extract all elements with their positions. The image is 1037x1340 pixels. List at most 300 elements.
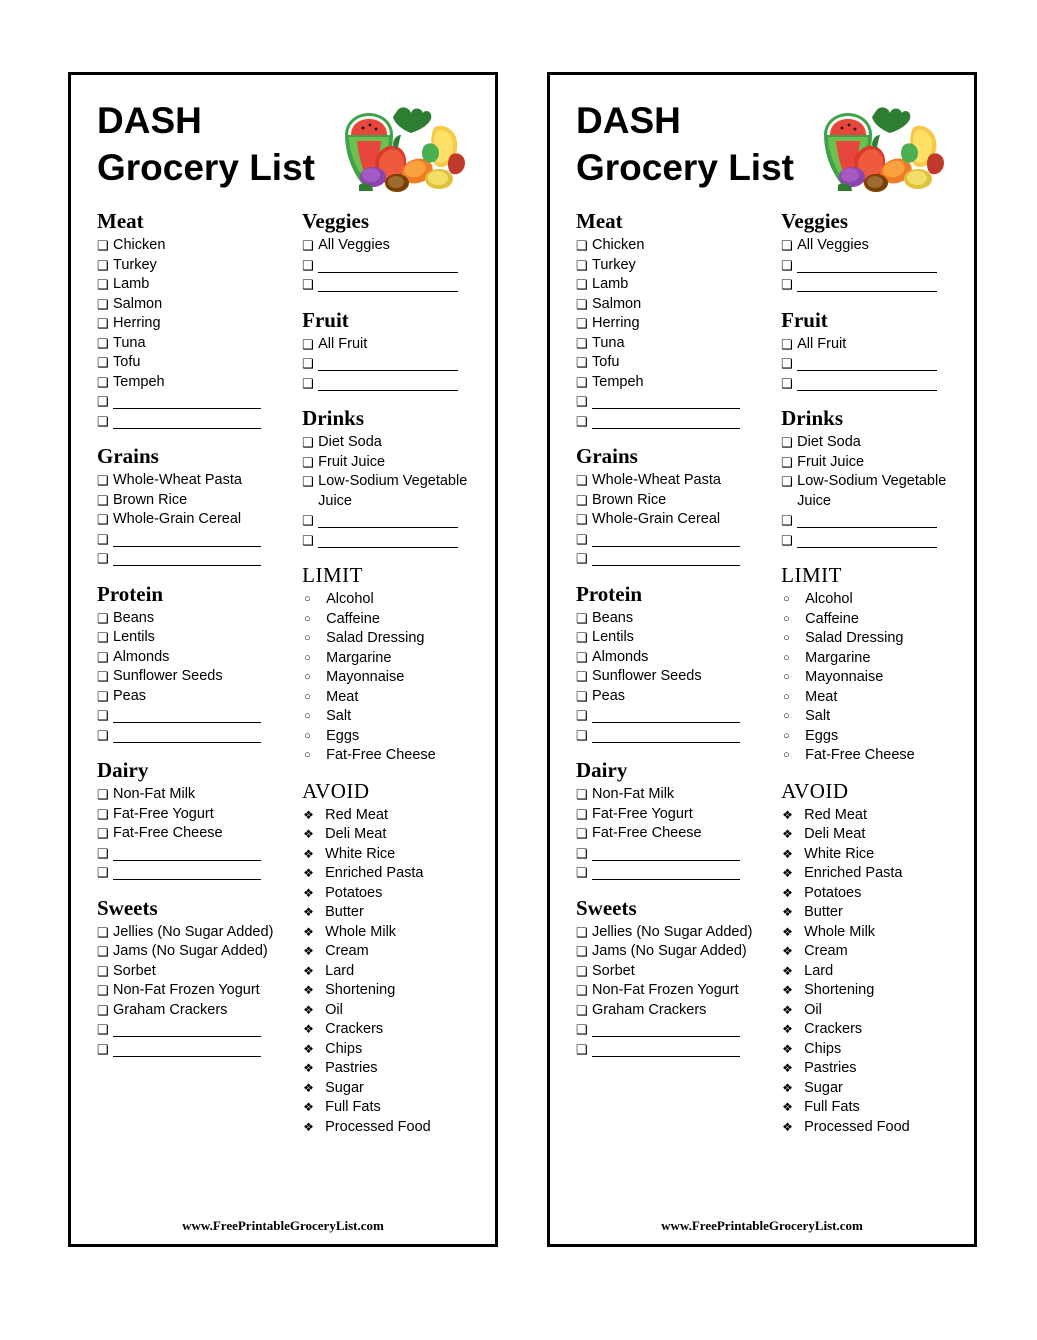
item-label: Potatoes (804, 884, 862, 901)
list-item[interactable] (576, 491, 771, 511)
list-item[interactable] (576, 785, 771, 805)
checkbox-icon[interactable]: ❑ (97, 531, 109, 547)
checkbox-icon[interactable]: ❑ (302, 435, 314, 450)
write-in-line[interactable] (113, 393, 261, 409)
checkbox-icon[interactable]: ❑ (97, 238, 109, 253)
checkbox-icon[interactable]: ❑ (97, 649, 109, 665)
write-in-row[interactable] (97, 1020, 292, 1040)
checkbox-icon[interactable]: ❑ (576, 1002, 588, 1018)
list-item[interactable] (302, 610, 471, 630)
write-in-row[interactable] (97, 530, 292, 550)
list-item[interactable] (781, 236, 950, 256)
item-label: Non-Fat Frozen Yogurt (592, 982, 739, 998)
list-item[interactable] (97, 373, 292, 393)
checkbox-icon[interactable]: ❑ (97, 374, 109, 390)
list-item[interactable] (97, 236, 292, 256)
list-item[interactable] (781, 903, 950, 923)
checkbox-icon[interactable]: ❑ (576, 787, 588, 802)
checkbox-icon[interactable]: ❑ (97, 983, 109, 998)
list-item[interactable] (781, 335, 950, 355)
checkbox-icon[interactable]: ❑ (576, 296, 588, 312)
write-in-line[interactable] (592, 550, 740, 566)
checkbox-icon[interactable]: ❑ (576, 983, 588, 998)
write-in-row[interactable] (576, 726, 771, 746)
checkbox-icon[interactable]: ❑ (576, 845, 588, 861)
list-item[interactable] (97, 471, 292, 491)
list-item[interactable] (302, 923, 471, 943)
write-in-row[interactable] (576, 863, 771, 883)
write-in-line[interactable] (113, 1041, 261, 1057)
list-item[interactable] (302, 845, 471, 865)
section-heading-grains: Grains (97, 444, 159, 468)
list-item[interactable] (576, 628, 771, 648)
checkbox-icon[interactable]: ❑ (97, 845, 109, 861)
list-item[interactable] (302, 649, 471, 669)
item-list-sweets (576, 923, 771, 1060)
write-in-line[interactable] (318, 257, 458, 273)
write-in-row[interactable] (781, 256, 950, 276)
section-heading-fruit: Fruit (781, 307, 828, 332)
list-item[interactable] (302, 903, 471, 923)
checkbox-icon[interactable]: ❑ (97, 963, 109, 979)
diamond-bullet-icon: ❖ (782, 905, 793, 919)
checkbox-icon[interactable]: ❑ (576, 826, 588, 841)
list-item[interactable] (302, 629, 471, 649)
list-item[interactable] (781, 1079, 950, 1099)
list-item[interactable] (302, 727, 471, 747)
list-item[interactable] (97, 1001, 292, 1021)
list-item[interactable] (97, 824, 292, 844)
write-in-row[interactable] (576, 844, 771, 864)
list-item[interactable] (781, 649, 950, 669)
checkbox-icon[interactable]: ❑ (576, 963, 588, 979)
list-item[interactable] (97, 667, 292, 687)
checkbox-icon[interactable]: ❑ (302, 238, 314, 253)
checkbox-icon[interactable]: ❑ (302, 375, 314, 391)
write-in-row[interactable] (97, 549, 292, 569)
list-item[interactable] (781, 1118, 950, 1138)
checkbox-icon[interactable]: ❑ (576, 277, 588, 292)
list-item[interactable] (302, 236, 471, 256)
checkbox-icon[interactable]: ❑ (576, 865, 588, 880)
list-item[interactable] (97, 923, 292, 943)
list-item[interactable] (781, 1059, 950, 1079)
list-item[interactable] (781, 962, 950, 982)
item-label: Pastries (325, 1060, 378, 1076)
write-in-line[interactable] (318, 532, 458, 548)
list-item[interactable] (781, 688, 950, 708)
write-in-line[interactable] (592, 413, 740, 429)
list-item[interactable] (781, 707, 950, 727)
list-item[interactable] (576, 824, 771, 844)
checkbox-icon[interactable]: ❑ (97, 669, 109, 684)
checkbox-icon[interactable]: ❑ (97, 512, 109, 527)
write-in-line[interactable] (113, 864, 261, 880)
list-item[interactable] (576, 805, 771, 825)
list-item[interactable] (302, 825, 471, 845)
checkbox-icon[interactable]: ❑ (576, 551, 588, 566)
item-label: Meat (805, 688, 838, 705)
list-item[interactable] (302, 1040, 471, 1060)
checkbox-icon[interactable]: ❑ (97, 316, 109, 331)
write-in-line[interactable] (318, 355, 458, 371)
checkbox-icon[interactable]: ❑ (97, 924, 109, 940)
list-item[interactable] (97, 256, 292, 276)
checkbox-icon[interactable]: ❑ (97, 1022, 109, 1037)
list-item[interactable] (97, 785, 292, 805)
write-in-line[interactable] (797, 276, 937, 292)
list-item[interactable] (576, 256, 771, 276)
checkbox-icon[interactable]: ❑ (576, 394, 588, 409)
list-item[interactable] (302, 1079, 471, 1099)
list-item[interactable] (97, 491, 292, 511)
list-item[interactable] (781, 590, 950, 610)
write-in-line[interactable] (113, 1021, 261, 1037)
list-item[interactable] (576, 648, 771, 668)
write-in-row[interactable] (97, 1040, 292, 1060)
checkbox-icon[interactable]: ❑ (781, 257, 793, 273)
checkbox-icon[interactable]: ❑ (576, 727, 588, 743)
checkbox-icon[interactable]: ❑ (97, 727, 109, 743)
checkbox-icon[interactable]: ❑ (576, 512, 588, 527)
list-item[interactable] (302, 962, 471, 982)
write-in-line[interactable] (113, 707, 261, 723)
item-label: Butter (804, 904, 843, 920)
list-item[interactable] (781, 1020, 950, 1040)
item-label: All Veggies (797, 237, 869, 253)
write-in-line[interactable] (113, 413, 261, 429)
list-item[interactable] (97, 609, 292, 629)
write-in-row[interactable] (576, 1020, 771, 1040)
write-in-row[interactable] (302, 531, 471, 551)
write-in-row[interactable] (97, 844, 292, 864)
list-item[interactable] (576, 314, 771, 334)
list-item[interactable] (302, 590, 471, 610)
list-item[interactable] (302, 981, 471, 1001)
checkbox-icon[interactable]: ❑ (302, 513, 314, 528)
write-in-line[interactable] (592, 707, 740, 723)
checkbox-icon[interactable]: ❑ (302, 336, 314, 352)
list-item[interactable] (97, 334, 292, 354)
diamond-bullet-icon: ❖ (782, 944, 793, 958)
write-in-row[interactable] (781, 374, 950, 394)
write-in-row[interactable] (302, 256, 471, 276)
diamond-bullet-icon: ❖ (303, 924, 314, 939)
checkbox-icon[interactable]: ❑ (97, 355, 109, 370)
item-label: Processed Food (325, 1118, 431, 1135)
item-label: Turkey (113, 256, 157, 273)
checkbox-icon[interactable]: ❑ (576, 708, 588, 723)
write-in-line[interactable] (797, 512, 937, 528)
write-in-row[interactable] (302, 275, 471, 295)
checkbox-icon[interactable]: ❑ (576, 355, 588, 370)
list-item[interactable] (576, 510, 771, 530)
checkbox-icon[interactable]: ❑ (97, 688, 109, 704)
list-item[interactable] (576, 295, 771, 315)
checkbox-icon[interactable]: ❑ (781, 375, 793, 391)
checkbox-icon[interactable]: ❑ (302, 277, 314, 292)
item-label: Chicken (592, 237, 645, 253)
write-in-row[interactable] (302, 511, 471, 531)
write-in-row[interactable] (302, 374, 471, 394)
write-in-row[interactable] (781, 531, 950, 551)
list-item[interactable] (781, 981, 950, 1001)
list-item[interactable] (781, 1098, 950, 1118)
checkbox-icon[interactable]: ❑ (97, 944, 109, 959)
checkbox-icon[interactable]: ❑ (576, 257, 588, 273)
checkbox-icon[interactable]: ❑ (576, 649, 588, 665)
checkbox-icon[interactable]: ❑ (97, 610, 109, 626)
item-label: Eggs (805, 727, 839, 744)
item-list-protein (576, 609, 771, 746)
write-in-line[interactable] (113, 727, 261, 743)
list-item[interactable] (576, 923, 771, 943)
write-in-line[interactable] (592, 727, 740, 743)
item-label: Crackers (325, 1021, 384, 1037)
list-item[interactable] (97, 314, 292, 334)
diamond-bullet-icon: ❖ (303, 885, 314, 900)
item-label: Caffeine (805, 610, 859, 627)
checkbox-icon[interactable]: ❑ (781, 336, 793, 352)
list-item[interactable] (302, 1098, 471, 1118)
list-item[interactable] (97, 962, 292, 982)
list-item[interactable] (302, 472, 471, 511)
checkbox-icon[interactable]: ❑ (576, 1041, 588, 1057)
write-in-line[interactable] (592, 1021, 740, 1037)
item-label: Herring (592, 315, 640, 331)
checkbox-icon[interactable]: ❑ (97, 492, 109, 508)
list-item[interactable] (576, 687, 771, 707)
list-item[interactable] (97, 628, 292, 648)
item-list-avoid (302, 806, 471, 1138)
write-in-row[interactable] (97, 726, 292, 746)
list-item[interactable] (302, 433, 471, 453)
checkbox-icon[interactable]: ❑ (97, 1002, 109, 1018)
write-in-line[interactable] (592, 845, 740, 861)
list-item[interactable] (576, 236, 771, 256)
list-item[interactable] (781, 923, 950, 943)
list-item[interactable] (781, 629, 950, 649)
list-item[interactable] (302, 453, 471, 473)
list-item[interactable] (302, 884, 471, 904)
write-in-line[interactable] (592, 531, 740, 547)
list-item[interactable] (302, 1059, 471, 1079)
checkbox-icon[interactable]: ❑ (302, 454, 314, 470)
checkbox-icon[interactable]: ❑ (97, 277, 109, 292)
item-label: Oil (804, 1001, 822, 1018)
checkbox-icon[interactable]: ❑ (97, 708, 109, 723)
write-in-line[interactable] (592, 1041, 740, 1057)
checkbox-icon[interactable]: ❑ (302, 474, 314, 489)
checkbox-icon[interactable]: ❑ (97, 806, 109, 822)
checkbox-icon[interactable]: ❑ (97, 1041, 109, 1057)
write-in-line[interactable] (797, 257, 937, 273)
list-item[interactable] (576, 471, 771, 491)
checkbox-icon[interactable]: ❑ (781, 277, 793, 292)
produce-illustration-icon (818, 105, 946, 193)
list-item[interactable] (781, 610, 950, 630)
checkbox-icon[interactable]: ❑ (576, 413, 588, 429)
checkbox-icon[interactable]: ❑ (576, 335, 588, 351)
list-item[interactable] (576, 609, 771, 629)
checkbox-icon[interactable]: ❑ (781, 474, 793, 489)
list-item[interactable] (781, 1040, 950, 1060)
list-item[interactable] (302, 806, 471, 826)
list-item[interactable] (302, 335, 471, 355)
checkbox-icon[interactable]: ❑ (97, 335, 109, 351)
list-item[interactable] (576, 275, 771, 295)
list-item[interactable] (781, 746, 950, 766)
write-in-row[interactable] (576, 392, 771, 412)
write-in-row[interactable] (97, 863, 292, 883)
circle-bullet-icon: ○ (783, 690, 790, 703)
list-item[interactable] (781, 942, 950, 962)
item-label: Jams (No Sugar Added) (592, 943, 747, 959)
list-item[interactable] (576, 962, 771, 982)
list-item[interactable] (302, 1001, 471, 1021)
list-item[interactable] (97, 275, 292, 295)
checkbox-icon[interactable]: ❑ (576, 924, 588, 940)
write-in-row[interactable] (576, 549, 771, 569)
write-in-row[interactable] (781, 511, 950, 531)
checkbox-icon[interactable]: ❑ (302, 257, 314, 273)
write-in-row[interactable] (576, 530, 771, 550)
list-item[interactable] (576, 353, 771, 373)
checkbox-icon[interactable]: ❑ (97, 787, 109, 802)
list-item[interactable] (302, 942, 471, 962)
checkbox-icon[interactable]: ❑ (97, 394, 109, 409)
checkbox-icon[interactable]: ❑ (97, 257, 109, 273)
item-label: Beans (592, 609, 634, 626)
write-in-row[interactable] (97, 412, 292, 432)
checkbox-icon[interactable]: ❑ (576, 531, 588, 547)
list-item[interactable] (576, 667, 771, 687)
list-item[interactable] (302, 707, 471, 727)
checkbox-icon[interactable]: ❑ (576, 1022, 588, 1037)
write-in-line[interactable] (797, 355, 937, 371)
write-in-line[interactable] (592, 864, 740, 880)
write-in-line[interactable] (318, 512, 458, 528)
write-in-line[interactable] (113, 550, 261, 566)
write-in-line[interactable] (797, 532, 937, 548)
checkbox-icon[interactable]: ❑ (576, 316, 588, 331)
checkbox-icon[interactable]: ❑ (576, 630, 588, 645)
checkbox-icon[interactable]: ❑ (576, 806, 588, 822)
checkbox-icon[interactable]: ❑ (781, 356, 793, 371)
item-list-dairy (97, 785, 292, 883)
diamond-bullet-icon: ❖ (782, 846, 793, 861)
checkbox-icon[interactable]: ❑ (302, 356, 314, 371)
list-item[interactable] (781, 668, 950, 688)
checkbox-icon[interactable]: ❑ (576, 374, 588, 390)
list-item[interactable] (781, 453, 950, 473)
write-in-line[interactable] (797, 375, 937, 391)
checkbox-icon[interactable]: ❑ (97, 473, 109, 488)
list-item[interactable] (302, 668, 471, 688)
list-item[interactable] (781, 472, 950, 511)
list-item[interactable] (97, 353, 292, 373)
list-item[interactable] (781, 864, 950, 884)
list-item[interactable] (97, 942, 292, 962)
checkbox-icon[interactable]: ❑ (97, 865, 109, 880)
list-item[interactable] (576, 942, 771, 962)
checkbox-icon[interactable]: ❑ (97, 630, 109, 645)
checkbox-icon[interactable]: ❑ (781, 238, 793, 253)
write-in-line[interactable] (113, 845, 261, 861)
list-item[interactable] (781, 825, 950, 845)
checkbox-icon[interactable]: ❑ (576, 473, 588, 488)
list-item[interactable] (97, 510, 292, 530)
checkbox-icon[interactable]: ❑ (97, 826, 109, 841)
list-item[interactable] (302, 864, 471, 884)
checkbox-icon[interactable]: ❑ (781, 532, 793, 548)
write-in-row[interactable] (97, 706, 292, 726)
checkbox-icon[interactable]: ❑ (97, 551, 109, 566)
list-item[interactable] (576, 334, 771, 354)
checkbox-icon[interactable]: ❑ (781, 454, 793, 470)
checkbox-icon[interactable]: ❑ (781, 513, 793, 528)
checkbox-icon[interactable]: ❑ (576, 944, 588, 959)
write-in-row[interactable] (781, 275, 950, 295)
write-in-row[interactable] (576, 1040, 771, 1060)
list-item[interactable] (781, 727, 950, 747)
write-in-row[interactable] (576, 706, 771, 726)
list-item[interactable] (781, 806, 950, 826)
diamond-bullet-icon: ❖ (782, 827, 793, 841)
checkbox-icon[interactable]: ❑ (576, 610, 588, 626)
list-item[interactable] (302, 688, 471, 708)
write-in-row[interactable] (781, 354, 950, 374)
checkbox-icon[interactable]: ❑ (576, 669, 588, 684)
write-in-row[interactable] (576, 412, 771, 432)
list-item[interactable] (97, 805, 292, 825)
write-in-line[interactable] (113, 531, 261, 547)
checkbox-icon[interactable]: ❑ (302, 532, 314, 548)
write-in-line[interactable] (592, 393, 740, 409)
checkbox-icon[interactable]: ❑ (97, 296, 109, 312)
list-item[interactable] (576, 981, 771, 1001)
checkbox-icon[interactable]: ❑ (97, 413, 109, 429)
list-item[interactable] (97, 981, 292, 1001)
diamond-bullet-icon: ❖ (303, 1002, 314, 1017)
list-item[interactable] (576, 1001, 771, 1021)
list-item[interactable] (97, 295, 292, 315)
checkbox-icon[interactable]: ❑ (781, 435, 793, 450)
list-item[interactable] (302, 746, 471, 766)
list-item[interactable] (781, 884, 950, 904)
list-item[interactable] (302, 1020, 471, 1040)
checkbox-icon[interactable]: ❑ (576, 688, 588, 704)
list-item[interactable] (781, 1001, 950, 1021)
write-in-line[interactable] (318, 375, 458, 391)
list-item[interactable] (576, 373, 771, 393)
diamond-bullet-icon: ❖ (303, 963, 314, 978)
circle-bullet-icon: ○ (304, 632, 311, 644)
section-limit (302, 563, 471, 766)
section-heading-dairy: Dairy (576, 758, 628, 782)
write-in-line[interactable] (318, 276, 458, 292)
list-item[interactable] (781, 433, 950, 453)
list-item[interactable] (97, 687, 292, 707)
list-item[interactable] (781, 845, 950, 865)
checkbox-icon[interactable]: ❑ (576, 492, 588, 508)
write-in-row[interactable] (302, 354, 471, 374)
write-in-row[interactable] (97, 392, 292, 412)
checkbox-icon[interactable]: ❑ (576, 238, 588, 253)
list-item[interactable] (97, 648, 292, 668)
list-item[interactable] (302, 1118, 471, 1138)
item-list-drinks (302, 433, 471, 550)
